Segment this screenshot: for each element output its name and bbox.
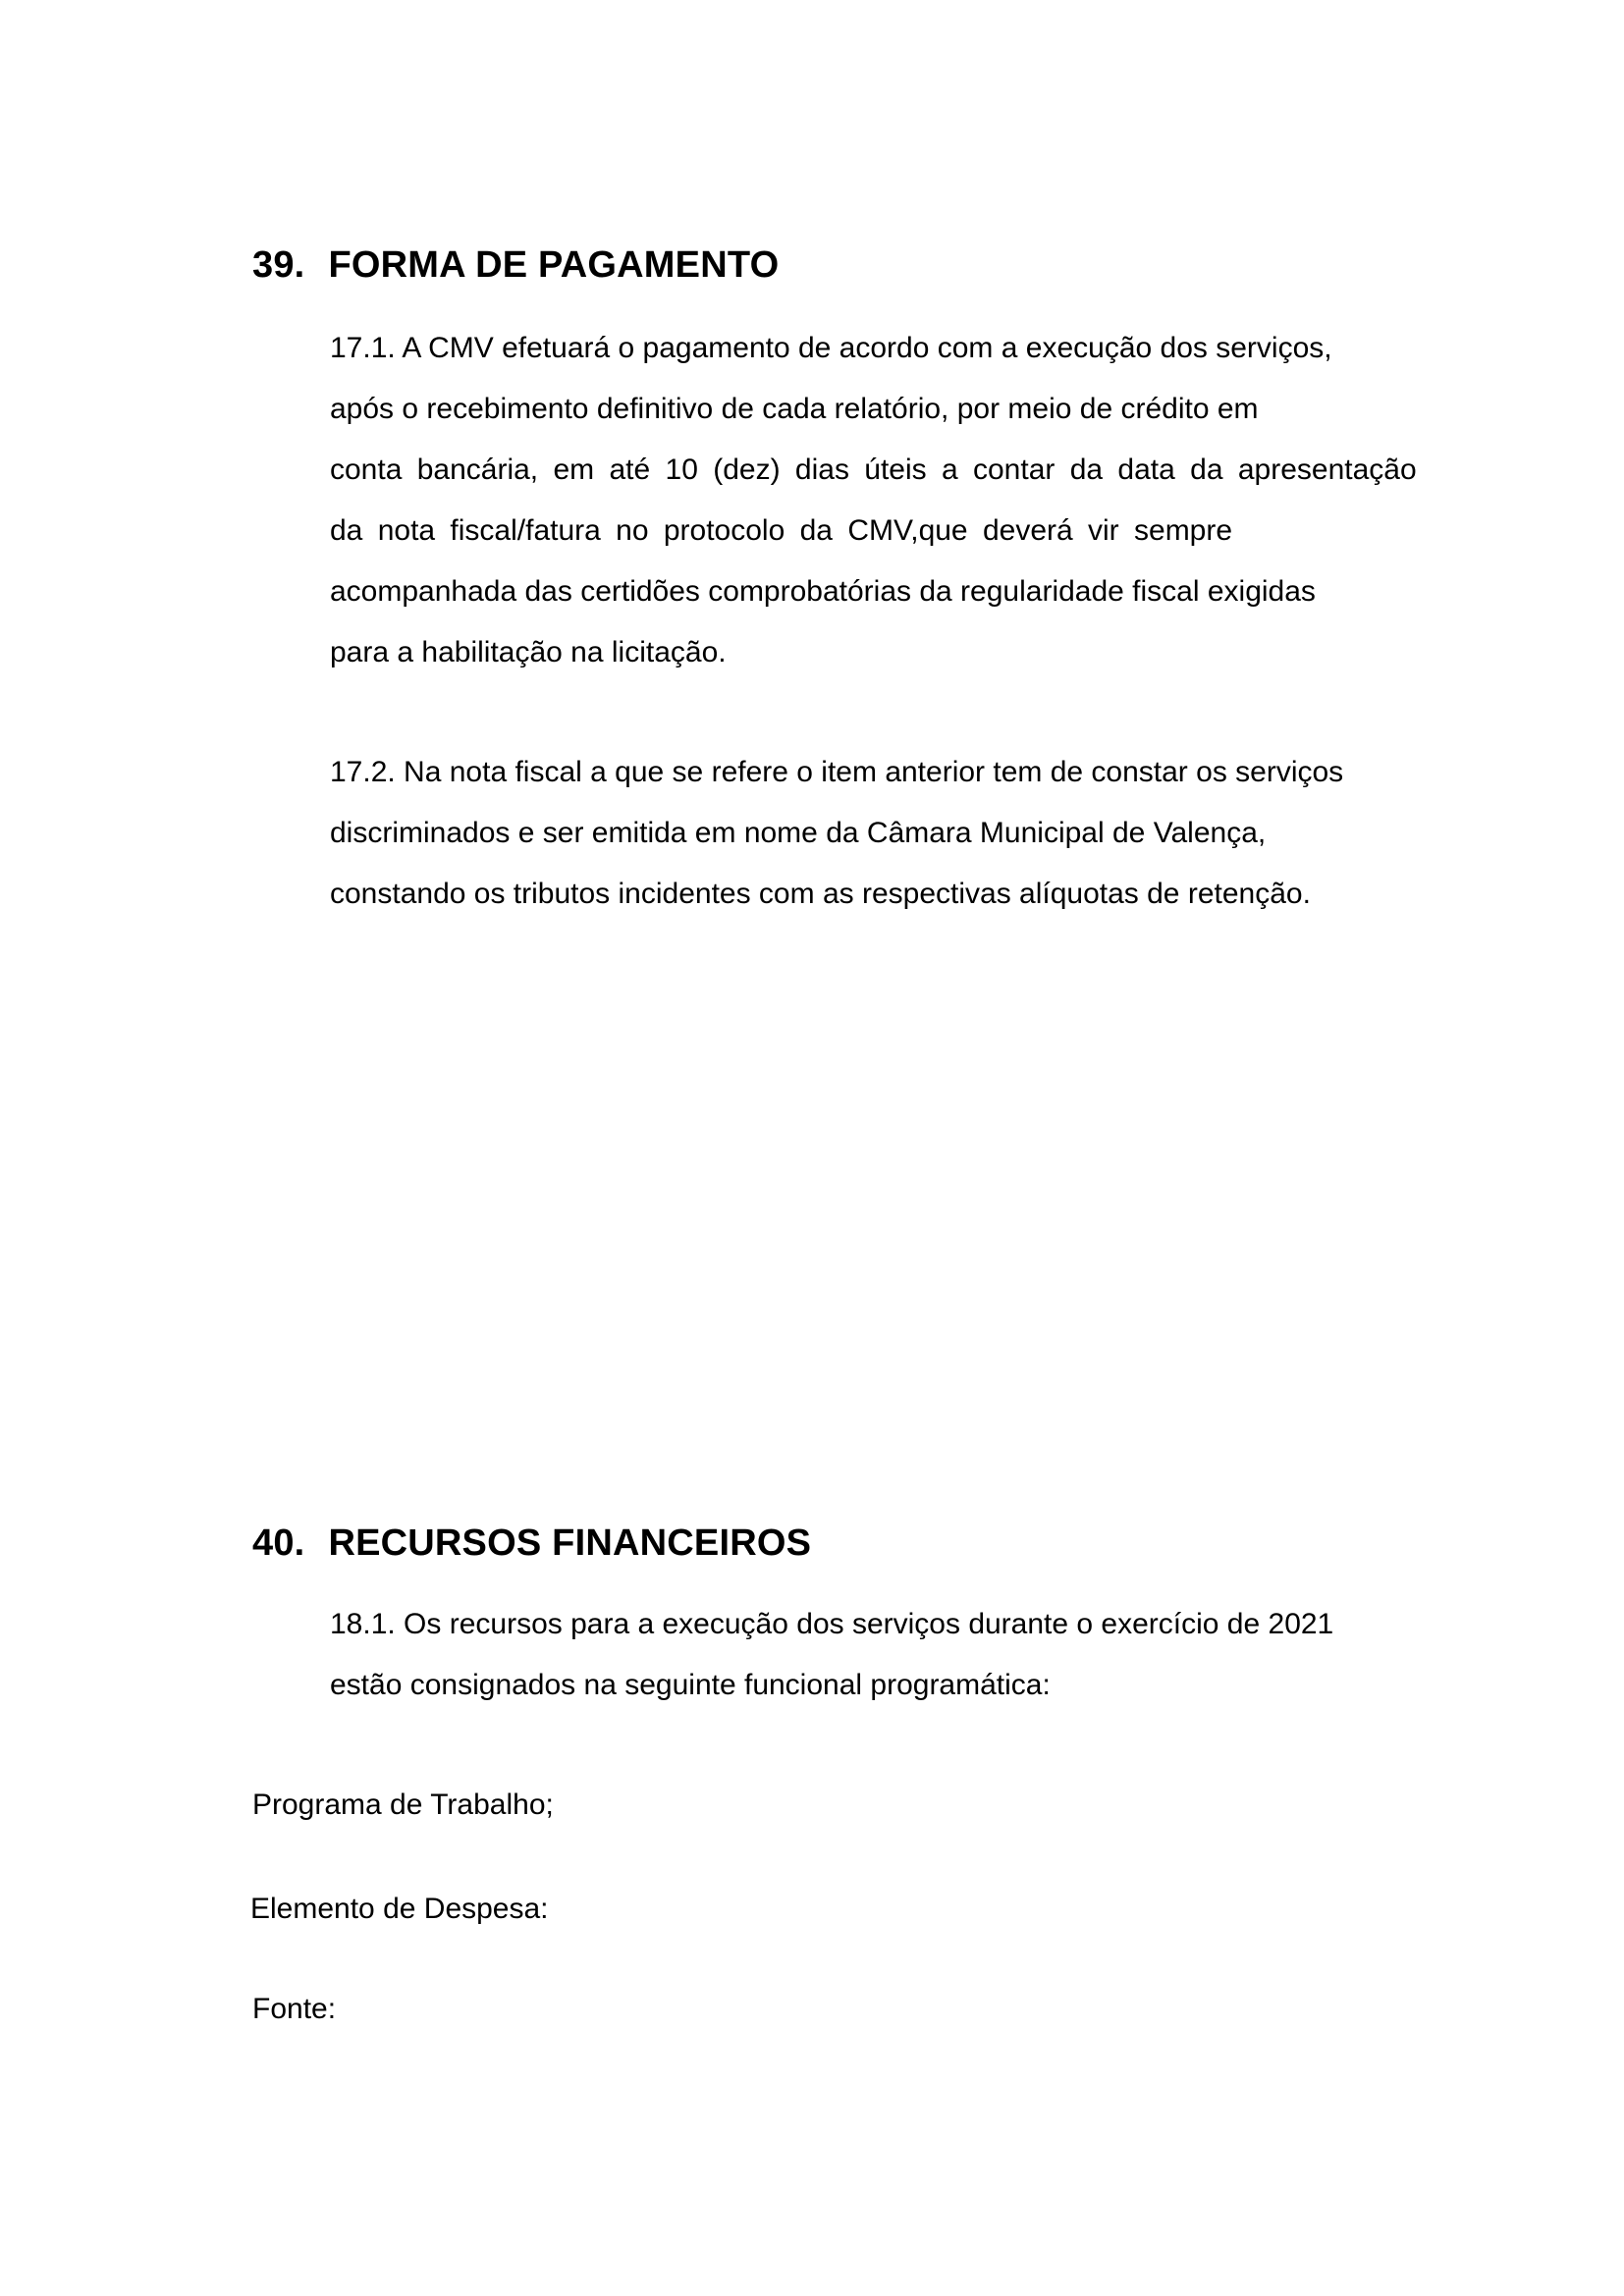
label-programa-de-trabalho: Programa de Trabalho; bbox=[252, 1789, 554, 1821]
paragraph-line: 18.1. Os recursos para a execução dos serviços durante o exercício de 2021 bbox=[330, 1608, 1334, 1640]
paragraph-line: conta bancária, em até 10 (dez) dias úteis a contar da data da apresentação bbox=[330, 454, 1417, 486]
paragraph-line: da nota fiscal/fatura no protocolo da CMV,que deverá vir sempre bbox=[330, 514, 1233, 547]
label-fonte: Fonte: bbox=[252, 1993, 337, 2025]
paragraph-line: após o recebimento definitivo de cada relatório, por meio de crédito em bbox=[330, 393, 1259, 425]
paragraph-line: constando os tributos incidentes com as respectivas alíquotas de retenção. bbox=[330, 878, 1311, 910]
paragraph-line: 17.2. Na nota fiscal a que se refere o item anterior tem de constar os serviços bbox=[330, 756, 1344, 788]
heading-number: 39. bbox=[252, 244, 305, 286]
heading-recursos-financeiros bbox=[252, 1522, 811, 1567]
paragraph-17-2 bbox=[330, 742, 1343, 925]
heading-title: RECURSOS FINANCEIROS bbox=[328, 1522, 812, 1564]
paragraph-18-1 bbox=[330, 1594, 1333, 1716]
heading-title: FORMA DE PAGAMENTO bbox=[328, 244, 780, 286]
label-elemento-de-despesa: Elemento de Despesa: bbox=[250, 1893, 549, 1925]
paragraph-line: discriminados e ser emitida em nome da Câmara Municipal de Valença, bbox=[330, 817, 1267, 849]
paragraph-line: para a habilitação na licitação. bbox=[330, 636, 727, 668]
heading-number: 40. bbox=[252, 1522, 305, 1564]
paragraph-line: 17.1. A CMV efetuará o pagamento de acordo com a execução dos serviços, bbox=[330, 332, 1332, 364]
paragraph-line: acompanhada das certidões comprobatórias da regularidade fiscal exigidas bbox=[330, 575, 1316, 608]
heading-forma-de-pagamento bbox=[252, 243, 779, 289]
paragraph-line: estão consignados na seguinte funcional programática: bbox=[330, 1669, 1051, 1701]
paragraph-17-1 bbox=[330, 318, 1417, 683]
